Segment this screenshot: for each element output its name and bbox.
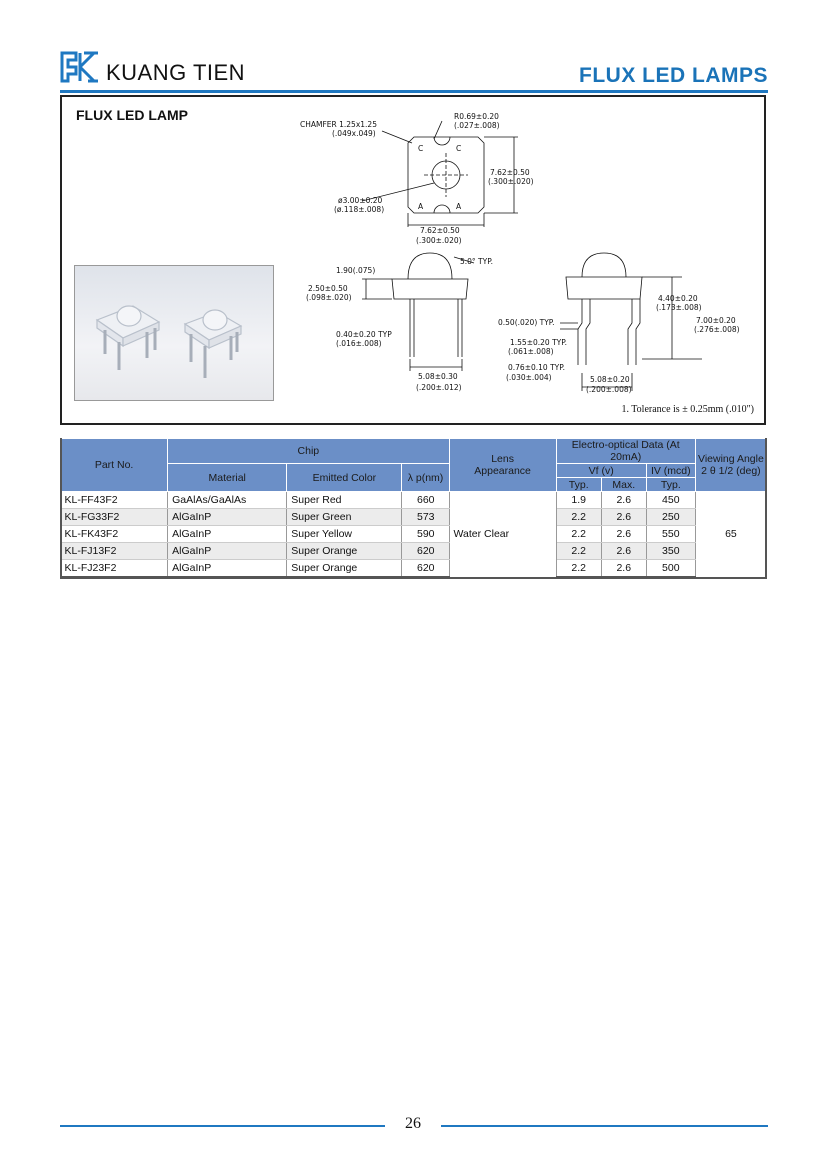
cell-color: Super Red — [287, 492, 402, 509]
cell-color: Super Orange — [287, 543, 402, 560]
th-emitted-color: Emitted Color — [287, 464, 402, 492]
cell-vf-max: 2.6 — [601, 509, 646, 526]
th-viewing-line2: 2 θ 1/2 (deg) — [701, 465, 761, 477]
header-rule — [60, 90, 768, 93]
th-lens-line2: Appearance — [474, 465, 531, 477]
cell-vf-typ: 2.2 — [556, 560, 601, 578]
th-vf: Vf (v) — [556, 464, 646, 478]
cell-iv: 250 — [646, 509, 695, 526]
dim-front-pitch-in: (.200±.008) — [586, 385, 632, 394]
cell-viewing: 65 — [695, 492, 766, 578]
cell-part: KL-FK43F2 — [61, 526, 168, 543]
th-part-no: Part No. — [61, 439, 168, 492]
page-header — [60, 46, 768, 90]
th-chip: Chip — [168, 439, 449, 464]
footer-rule-right — [441, 1125, 768, 1127]
cell-material: AlGaInP — [168, 526, 287, 543]
kuang-tien-logo-icon — [60, 50, 100, 84]
cell-lambda: 590 — [402, 526, 449, 543]
dim-total-in: (.276±.008) — [694, 325, 740, 334]
th-lambda: λ p(nm) — [402, 464, 449, 492]
figure-title: FLUX LED LAMP — [76, 107, 188, 123]
th-iv-typ: Typ. — [646, 478, 695, 492]
th-iv: IV (mcd) — [646, 464, 695, 478]
cell-vf-typ: 2.2 — [556, 526, 601, 543]
cell-vf-max: 2.6 — [601, 560, 646, 578]
dim-kink: 1.55±0.20 TYP. — [510, 338, 567, 347]
brand-name: KUANG TIEN — [106, 60, 246, 85]
cell-part: KL-FG33F2 — [61, 509, 168, 526]
cell-lambda: 573 — [402, 509, 449, 526]
cell-material: AlGaInP — [168, 560, 287, 578]
table-row — [61, 492, 767, 509]
cell-material: GaAlAs/GaAlAs — [168, 492, 287, 509]
cell-color: Super Yellow — [287, 526, 402, 543]
dim-total: 7.00±0.20 — [696, 316, 736, 325]
cell-iv: 450 — [646, 492, 695, 509]
dim-chamfer-in: (.049x.049) — [332, 129, 376, 138]
dim-dome: 1.90(.075) — [336, 266, 376, 275]
dim-height-in: (.300±.020) — [488, 177, 534, 186]
pin-c1: C — [418, 144, 424, 153]
cell-color: Super Green — [287, 509, 402, 526]
dim-chamfer: CHAMFER 1.25x1.25 — [300, 120, 377, 129]
cell-iv: 350 — [646, 543, 695, 560]
th-electro: Electro-optical Data (At 20mA) — [556, 439, 695, 464]
dim-body-in: (.098±.020) — [306, 293, 352, 302]
dim-height: 7.62±0.50 — [490, 168, 530, 177]
cell-iv: 550 — [646, 526, 695, 543]
th-viewing — [695, 439, 766, 492]
cell-part: KL-FJ23F2 — [61, 560, 168, 578]
cell-vf-typ: 1.9 — [556, 492, 601, 509]
dim-body: 2.50±0.50 — [308, 284, 348, 293]
pin-a2: A — [456, 202, 462, 211]
page-number: 26 — [405, 1115, 421, 1132]
dim-width-in: (.300±.020) — [416, 236, 462, 245]
spec-table — [60, 438, 767, 578]
tolerance-note: 1. Tolerance is ± 0.25mm (.010") — [621, 404, 754, 415]
cell-vf-max: 2.6 — [601, 526, 646, 543]
cell-lambda: 620 — [402, 543, 449, 560]
th-lens-line1: Lens — [491, 453, 514, 465]
th-lens — [449, 439, 556, 492]
table-row — [61, 543, 767, 560]
dim-radius: R0.69±0.20 — [454, 112, 499, 121]
dim-kink-in: (.061±.008) — [508, 347, 554, 356]
document-title: FLUX LED LAMPS — [579, 64, 768, 87]
cell-part: KL-FJ13F2 — [61, 543, 168, 560]
dim-pitch-in: (.200±.012) — [416, 383, 462, 392]
dim-lead-in: (.016±.008) — [336, 339, 382, 348]
dim-standoff: 0.50(.020) TYP. — [498, 318, 555, 327]
dim-lead: 0.40±0.20 TYP — [336, 330, 392, 339]
cell-vf-typ: 2.2 — [556, 509, 601, 526]
table-row — [61, 560, 767, 578]
dim-width: 7.62±0.50 — [420, 226, 460, 235]
th-material: Material — [168, 464, 287, 492]
technical-drawings — [62, 97, 764, 423]
table-row — [61, 526, 767, 543]
cell-vf-max: 2.6 — [601, 492, 646, 509]
pin-a1: A — [418, 202, 424, 211]
cell-lens: Water Clear — [449, 492, 556, 578]
cell-material: AlGaInP — [168, 543, 287, 560]
dim-top-in: (.173±.008) — [656, 303, 702, 312]
dim-pitch: 5.08±0.30 — [418, 372, 458, 381]
cell-vf-typ: 2.2 — [556, 543, 601, 560]
cell-vf-max: 2.6 — [601, 543, 646, 560]
dim-radius-in: (.027±.008) — [454, 121, 500, 130]
pin-c2: C — [456, 144, 462, 153]
dim-lead-width: 0.76±0.10 TYP. — [508, 363, 565, 372]
cell-color: Super Orange — [287, 560, 402, 578]
cell-lambda: 660 — [402, 492, 449, 509]
dim-diameter-in: (ø.118±.008) — [334, 205, 385, 214]
th-vf-typ: Typ. — [556, 478, 601, 492]
table-row — [61, 509, 767, 526]
dim-top: 4.40±0.20 — [658, 294, 698, 303]
dim-angle: 5.0° TYP. — [460, 257, 493, 266]
th-viewing-line1: Viewing Angle — [698, 453, 764, 465]
footer-rule-left — [60, 1125, 385, 1127]
th-vf-max: Max. — [601, 478, 646, 492]
cell-iv: 500 — [646, 560, 695, 578]
cell-material: AlGaInP — [168, 509, 287, 526]
dimension-figure — [60, 95, 766, 425]
cell-lambda: 620 — [402, 560, 449, 578]
dim-diameter: ø3.00±0.20 — [338, 196, 383, 205]
dim-front-pitch: 5.08±0.20 — [590, 375, 630, 384]
cell-part: KL-FF43F2 — [61, 492, 168, 509]
dim-lead-width-in: (.030±.004) — [506, 373, 552, 382]
